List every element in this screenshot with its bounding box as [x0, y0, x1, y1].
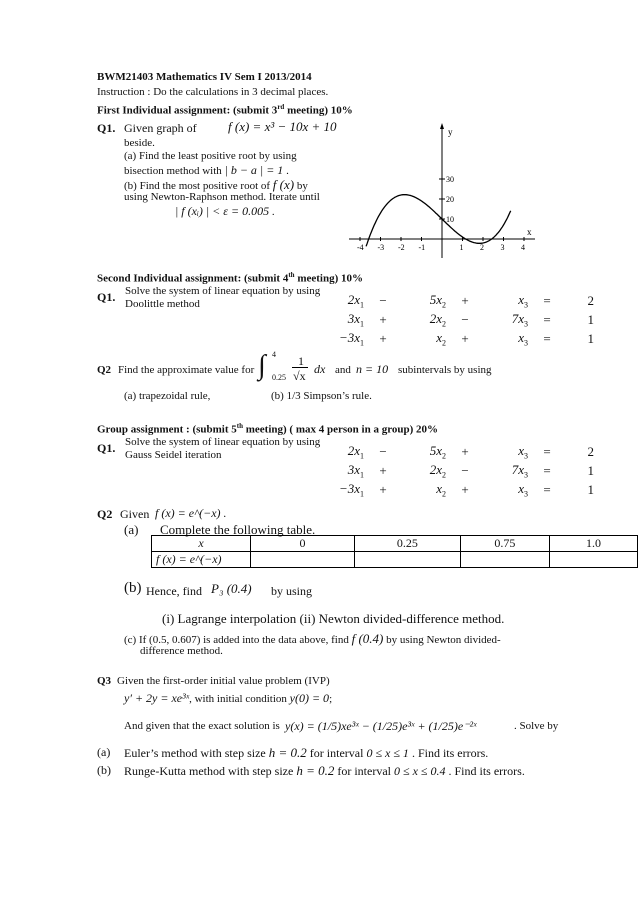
rhs-value: 2 — [587, 443, 594, 459]
exact-solution: y(x) = (1/5)xe³ˣ − (1/25)e³ˣ + (1/25)e⁻²ˣ — [285, 719, 477, 733]
table-empty-cell[interactable] — [354, 552, 460, 568]
first-q1-part-b-2: using Newton-Raphson method. Iterate until — [124, 191, 320, 203]
x-tick-label: 3 — [500, 243, 505, 252]
second-q1-line2: Doolittle method — [125, 298, 200, 310]
table-header-cell: 0.25 — [354, 536, 460, 552]
group-q2-a-text: Complete the following table. — [160, 522, 316, 537]
function-fx: f (x) = x³ − 10x + 10 — [228, 119, 337, 134]
coefficient-1: $3x_1$ — [347, 310, 364, 329]
first-q1-beside: beside. — [124, 137, 155, 149]
x-tick-label: -1 — [418, 243, 426, 252]
second-q1-line1: Solve the system of linear equation by using — [125, 285, 321, 297]
rhs-value: 1 — [587, 311, 594, 327]
table-header-cell: 1.0 — [549, 536, 637, 552]
coefficient-2: $x_2$ — [436, 329, 446, 348]
group-q1-label: Q1. — [97, 441, 116, 455]
table-empty-cell[interactable] — [460, 552, 549, 568]
rhs-value: 2 — [587, 292, 594, 308]
integrand-denominator: √x — [293, 369, 306, 383]
linear-system-doolittle — [320, 291, 594, 348]
equation-row — [320, 461, 594, 480]
cubic-graph — [345, 118, 540, 260]
coefficient-2: $x_2$ — [436, 480, 446, 499]
equals-sign: = — [543, 481, 551, 497]
coefficient-1: $3x_1$ — [347, 461, 364, 480]
group-q2-b-label: (b) — [124, 580, 142, 596]
equation-row — [320, 442, 594, 461]
runge-kutta-line: Runge-Kutta method with step size h = 0.2 for interval 0 ≤ x ≤ 0.4 . Find its errors. — [124, 763, 525, 778]
group-q2-func: f (x) = e^(−x) . — [155, 506, 227, 520]
y-tick-label: 10 — [446, 215, 454, 224]
first-q1-part-a-2: bisection method with | b − a | = 1 . — [124, 163, 289, 177]
operator-2: + — [461, 330, 469, 346]
x-axis-label: x — [527, 227, 532, 237]
euler-line: Euler’s method with step size h = 0.2 for interval 0 ≤ x ≤ 1 . Find its errors. — [124, 745, 489, 760]
group-q2-b-tail: by using — [271, 584, 313, 598]
polynomial-p3: P₃ (0.4) — [211, 581, 252, 596]
ivp-line: y′ + 2y = xe³ˣ, with initial condition y(0) = 0; — [124, 691, 333, 705]
q2-tail: subintervals by using — [398, 364, 492, 376]
group-q2-given: Given — [120, 507, 150, 521]
coefficient-3: $x_3$ — [518, 291, 528, 310]
equals-sign: = — [543, 330, 551, 346]
equals-sign: = — [543, 462, 551, 478]
coefficient-1: $-3x_1$ — [338, 480, 364, 499]
x-tick-label: -4 — [357, 243, 364, 252]
group-q3-label: Q3 — [97, 675, 112, 687]
table-header-row — [152, 536, 638, 552]
integral-upper: 4 — [272, 350, 276, 359]
q2-and: and — [335, 364, 351, 376]
operator-2: − — [461, 311, 469, 327]
integrand-dx: dx — [314, 362, 326, 376]
coefficient-3: $7x_3$ — [511, 461, 528, 480]
equation-row — [320, 310, 594, 329]
coefficient-2: $5x_2$ — [429, 291, 446, 310]
equation-row — [320, 329, 594, 348]
group-q2-label: Q2 — [97, 507, 113, 521]
simpson-rule: (b) 1/3 Simpson’s rule. — [271, 390, 372, 402]
operator-1: + — [379, 481, 387, 497]
exp-values-table — [151, 535, 638, 568]
operator-1: + — [379, 330, 387, 346]
trapezoidal-rule: (a) trapezoidal rule, — [124, 390, 211, 402]
coefficient-2: $2x_2$ — [429, 461, 446, 480]
instruction-text: Instruction : Do the calculations in 3 decimal places. — [97, 86, 329, 98]
second-q1-label: Q1. — [97, 290, 116, 304]
coefficient-1: $2x_1$ — [347, 291, 364, 310]
second-assignment-title: Second Individual assignment: (submit 4th meeting) 10% — [97, 271, 363, 285]
coefficient-3: $x_3$ — [518, 480, 528, 499]
solve-by: . Solve by — [514, 720, 559, 732]
operator-1: − — [379, 292, 387, 308]
exact-solution-text: And given that the exact solution is — [124, 720, 280, 732]
first-assignment-title: First Individual assignment: (submit 3rd meeting) 10% — [97, 103, 353, 117]
linear-system-gauss-seidel — [320, 442, 594, 499]
x-tick-label: 4 — [521, 243, 525, 252]
coefficient-3: $7x_3$ — [511, 310, 528, 329]
operator-2: − — [461, 462, 469, 478]
x-tick-label: -3 — [377, 243, 385, 252]
integral-sign: ∫ — [258, 350, 266, 381]
equals-sign: = — [543, 292, 551, 308]
table-header-cell: x — [152, 536, 251, 552]
integrand-numerator: 1 — [298, 354, 304, 368]
coefficient-3: $x_3$ — [518, 442, 528, 461]
course-title: BWM21403 Mathematics IV Sem I 2013/2014 — [97, 71, 312, 83]
rhs-value: 1 — [587, 481, 594, 497]
table-header-cell: 0.75 — [460, 536, 549, 552]
y-tick-label: 20 — [446, 195, 454, 204]
equation-row — [320, 291, 594, 310]
table-header-cell: 0 — [251, 536, 355, 552]
equation-row — [320, 480, 594, 499]
first-q1-part-a: (a) Find the least positive root by using — [124, 150, 297, 162]
group-q2-a-label: (a) — [124, 522, 139, 537]
q3-b-label: (b) — [97, 763, 111, 777]
coefficient-2: $5x_2$ — [429, 442, 446, 461]
operator-2: + — [461, 443, 469, 459]
equals-sign: = — [543, 311, 551, 327]
equals-sign: = — [543, 443, 551, 459]
coefficient-2: $2x_2$ — [429, 310, 446, 329]
group-q2-c-line1: (c) If (0.5, 0.607) is added into the data above, find f (0.4) by using Newton divided- — [124, 631, 501, 646]
fraction-bar — [292, 367, 308, 368]
table-row-label[interactable]: f (x) = e^(−x) — [152, 552, 251, 568]
group-q2-c-line2: difference method. — [140, 645, 223, 657]
second-q2-text: Find the approximate value for — [118, 364, 255, 376]
x-tick-label: 1 — [459, 243, 464, 252]
rhs-value: 1 — [587, 462, 594, 478]
table-empty-cell[interactable] — [549, 552, 637, 568]
y-axis-arrow — [440, 123, 444, 129]
integral-lower: 0.25 — [272, 373, 286, 382]
group-q1-line1: Solve the system of linear equation by using — [125, 436, 321, 448]
operator-2: + — [461, 481, 469, 497]
operator-1: + — [379, 462, 387, 478]
y-axis-label: y — [448, 127, 453, 137]
operator-1: − — [379, 443, 387, 459]
coefficient-3: $x_3$ — [518, 329, 528, 348]
group-assignment-title: Group assignment : (submit 5th meeting) ( max 4 person in a group) 20% — [97, 422, 439, 436]
operator-1: + — [379, 311, 387, 327]
coefficient-1: $2x_1$ — [347, 442, 364, 461]
x-tick-label: 2 — [480, 243, 484, 252]
x-tick-label: -2 — [398, 243, 405, 252]
first-q1-part-b: (b) Find the most positive root of f (x) by — [124, 177, 308, 192]
q3-a-label: (a) — [97, 745, 111, 759]
rhs-value: 1 — [587, 330, 594, 346]
table-value-row — [152, 552, 638, 568]
second-q2-label: Q2 — [97, 364, 112, 376]
subintervals-n: n = 10 — [356, 362, 389, 376]
first-q1-given: Given graph of — [124, 121, 197, 135]
group-q3-text: Given the first-order initial value problem (IVP) — [117, 675, 330, 687]
stopping-criterion: | f (xᵢ) | < ε = 0.005 . — [175, 204, 275, 218]
interpolation-methods: (i) Lagrange interpolation (ii) Newton divided-difference method. — [162, 611, 505, 626]
group-q2-b-text: Hence, find — [146, 584, 202, 598]
y-tick-label: 30 — [446, 175, 454, 184]
table-empty-cell[interactable] — [251, 552, 355, 568]
operator-2: + — [461, 292, 469, 308]
coefficient-1: $-3x_1$ — [338, 329, 364, 348]
first-q1-label: Q1. — [97, 121, 116, 135]
group-q1-line2: Gauss Seidel iteration — [125, 449, 222, 461]
